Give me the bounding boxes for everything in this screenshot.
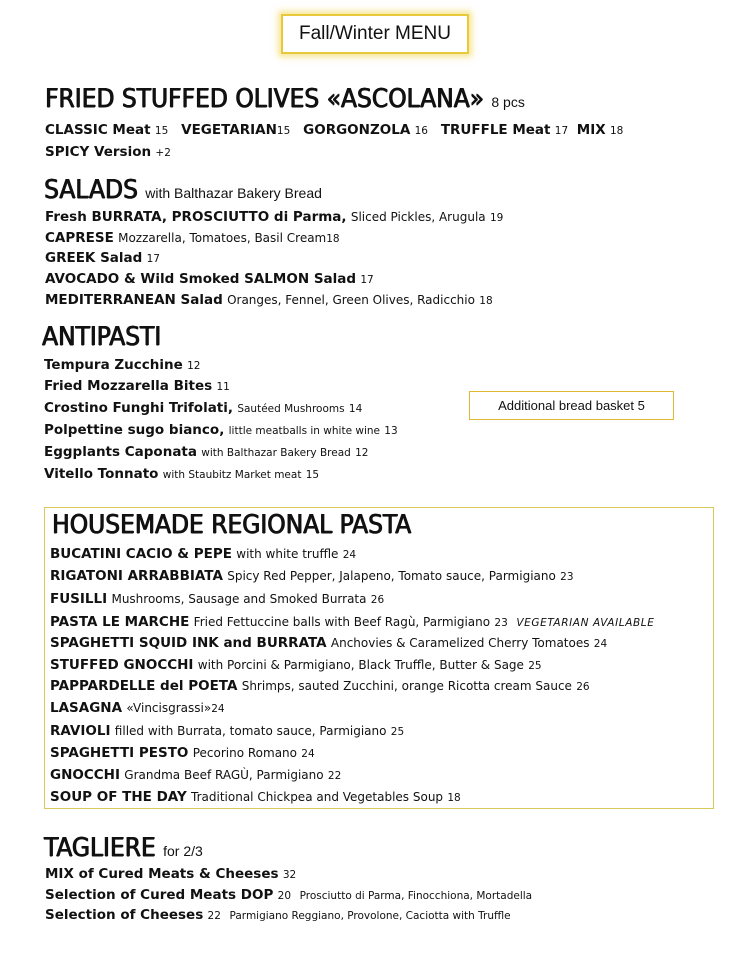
salad-row bbox=[45, 292, 493, 308]
menu-item-price: 16 bbox=[414, 125, 428, 137]
menu-item-price: 11 bbox=[216, 381, 230, 393]
menu-item-price: 15 bbox=[276, 125, 291, 137]
menu-item-name: Vitello Tonnato bbox=[44, 466, 159, 482]
menu-item-desc: Fried Fettuccine balls with Beef Ragù, Parmigiano bbox=[193, 615, 491, 629]
antipasti-row bbox=[44, 444, 368, 460]
menu-item-desc: Traditional Chickpea and Vegetables Soup bbox=[191, 790, 444, 804]
tagliere-row bbox=[45, 907, 511, 923]
menu-item-desc: Anchovies & Caramelized Cherry Tomatoes bbox=[330, 636, 590, 650]
menu-item-price: 25 bbox=[390, 726, 405, 738]
menu-item-desc: Shrimps, sauted Zucchini, orange Ricotta cream Sauce bbox=[241, 679, 572, 693]
antipasti-heading bbox=[42, 322, 161, 352]
pasta-row bbox=[50, 767, 341, 783]
pasta-row bbox=[50, 678, 590, 694]
menu-item-name: LASAGNA bbox=[50, 700, 123, 716]
menu-item-price: 18 bbox=[609, 125, 624, 137]
salad-row bbox=[45, 209, 503, 225]
menu-item-price: 24 bbox=[301, 748, 315, 760]
menu-item-price: 20 bbox=[277, 890, 292, 902]
menu-item-name: MEDITERRANEAN Salad bbox=[45, 292, 223, 308]
menu-item-name: Tempura Zucchine bbox=[44, 357, 183, 373]
pasta-row bbox=[50, 568, 574, 584]
pasta-row bbox=[50, 745, 315, 761]
menu-item-name: Eggplants Caponata bbox=[44, 444, 197, 460]
menu-item-name: MIX bbox=[576, 122, 606, 138]
menu-item-name: AVOCADO & Wild Smoked SALMON Salad bbox=[45, 271, 357, 287]
menu-item-name: GORGONZOLA bbox=[303, 122, 411, 138]
menu-item-desc: filled with Burrata, tomato sauce, Parmigiano bbox=[114, 724, 387, 738]
menu-item-name: PAPPARDELLE del POETA bbox=[50, 678, 238, 694]
olives-heading bbox=[45, 84, 525, 114]
menu-item-name: CLASSIC Meat bbox=[45, 122, 151, 138]
menu-item-price: 15 bbox=[154, 125, 169, 137]
menu-item-name: Polpettine sugo bianco, bbox=[44, 422, 225, 438]
olives-spicy bbox=[45, 144, 171, 160]
menu-title-text: Fall/Winter MENU bbox=[298, 23, 451, 44]
menu-item-name: BUCATINI CACIO & PEPE bbox=[50, 546, 232, 562]
olives-note: 8 pcs bbox=[491, 94, 525, 110]
menu-item-desc: with Staubitz Market meat bbox=[162, 469, 302, 481]
menu-item-price: 18 bbox=[326, 233, 340, 245]
menu-item-desc: Parmigiano Reggiano, Provolone, Caciotta with Truffle bbox=[229, 910, 511, 922]
menu-item-price: 17 bbox=[146, 253, 160, 265]
menu-item-desc: Mozzarella, Tomatoes, Basil Cream bbox=[118, 231, 327, 245]
tagliere-row bbox=[45, 887, 532, 903]
menu-item-price: 22 bbox=[327, 770, 342, 782]
menu-item-desc: Mushrooms, Sausage and Smoked Burrata bbox=[111, 592, 367, 606]
menu-item-name: MIX of Cured Meats & Cheeses bbox=[45, 866, 279, 882]
menu-item-price: 26 bbox=[370, 594, 385, 606]
menu-item-name: Selection of Cured Meats DOP bbox=[45, 887, 274, 903]
menu-item-name: Fried Mozzarella Bites bbox=[44, 378, 213, 394]
menu-item-price: 26 bbox=[576, 681, 590, 693]
pasta-row bbox=[50, 789, 461, 805]
menu-item-name: Crostino Funghi Trifolati, bbox=[44, 400, 234, 416]
pasta-row bbox=[50, 723, 404, 739]
menu-item-price: +2 bbox=[155, 147, 171, 159]
menu-item-name: SPICY Version bbox=[45, 144, 152, 160]
menu-item-price: 23 bbox=[494, 617, 508, 629]
menu-item-desc: Prosciutto di Parma, Finocchiona, Mortadella bbox=[299, 890, 533, 902]
menu-item-name: PASTA LE MARCHE bbox=[50, 614, 190, 630]
menu-item-desc: with Balthazar Bakery Bread bbox=[201, 447, 351, 459]
salad-row bbox=[45, 230, 340, 246]
tagliere-title: TAGLIERE bbox=[44, 833, 156, 863]
pasta-row bbox=[50, 614, 655, 630]
menu-item-desc: Sautéed Mushrooms bbox=[237, 403, 345, 415]
menu-item-desc: little meatballs in white wine bbox=[228, 425, 380, 437]
pasta-row bbox=[50, 546, 356, 562]
pasta-heading bbox=[52, 510, 411, 540]
menu-item-desc: Sliced Pickles, Arugula bbox=[350, 210, 486, 224]
menu-item-name: STUFFED GNOCCHI bbox=[50, 657, 194, 673]
menu-item-name: GNOCCHI bbox=[50, 767, 120, 783]
menu-item-price: 25 bbox=[528, 660, 542, 672]
menu-item-name: VEGETARIAN bbox=[181, 122, 277, 138]
menu-item-price: 12 bbox=[187, 360, 201, 372]
bread-basket-text: Additional bread basket 5 bbox=[498, 398, 645, 413]
pasta-title: HOUSEMADE REGIONAL PASTA bbox=[52, 510, 412, 540]
menu-item-desc: Pecorino Romano bbox=[192, 746, 297, 760]
pasta-row bbox=[50, 700, 225, 716]
menu-item-name: RIGATONI ARRABBIATA bbox=[50, 568, 223, 584]
pasta-row bbox=[50, 657, 542, 673]
menu-item-name: SPAGHETTI PESTO bbox=[50, 745, 189, 761]
menu-item-desc: Grandma Beef RAGÙ, Parmigiano bbox=[124, 768, 324, 782]
antipasti-row bbox=[44, 422, 398, 438]
menu-item-price: 24 bbox=[211, 703, 225, 715]
olives-title: FRIED STUFFED OLIVES «ASCOLANA» bbox=[45, 84, 484, 114]
menu-item-price: 24 bbox=[342, 549, 357, 561]
menu-item-price: 32 bbox=[282, 869, 297, 881]
menu-item-price: 24 bbox=[593, 638, 608, 650]
tagliere-row bbox=[45, 866, 296, 882]
salads-title: SALADS bbox=[44, 175, 138, 205]
menu-item-desc: Oranges, Fennel, Green Olives, Radicchio bbox=[227, 293, 475, 307]
menu-item-price: 18 bbox=[479, 295, 493, 307]
menu-item-name: RAVIOLI bbox=[50, 723, 111, 739]
menu-item-price: 13 bbox=[384, 425, 398, 437]
salad-row bbox=[45, 250, 160, 266]
salad-row bbox=[45, 271, 374, 287]
bread-basket-note bbox=[469, 391, 674, 420]
vegetarian-note: VEGETARIAN AVAILABLE bbox=[516, 617, 655, 629]
menu-item-name: SOUP OF THE DAY bbox=[50, 789, 187, 805]
antipasti-row bbox=[44, 400, 362, 416]
menu-item-price: 14 bbox=[348, 403, 363, 415]
salads-note: with Balthazar Bakery Bread bbox=[145, 185, 322, 201]
tagliere-note: for 2/3 bbox=[163, 843, 203, 859]
pasta-row bbox=[50, 635, 607, 651]
menu-item-name: Selection of Cheeses bbox=[45, 907, 204, 923]
menu-item-price: 23 bbox=[560, 571, 574, 583]
menu-item-desc: with white truffle bbox=[236, 547, 339, 561]
menu-item-name: GREEK Salad bbox=[45, 250, 143, 266]
menu-item-desc: with Porcini & Parmigiano, Black Truffle, Butter & Sage bbox=[197, 658, 524, 672]
pasta-row bbox=[50, 591, 384, 607]
menu-title bbox=[281, 14, 469, 54]
menu-item-name: Fresh BURRATA, PROSCIUTTO di Parma, bbox=[45, 209, 347, 225]
menu-item-name: FUSILLI bbox=[50, 591, 108, 607]
menu-item-price: 19 bbox=[489, 212, 504, 224]
menu-item-price: 15 bbox=[305, 469, 320, 481]
olives-row bbox=[45, 122, 623, 138]
antipasti-row bbox=[44, 466, 319, 482]
salads-heading bbox=[44, 175, 322, 205]
antipasti-row bbox=[44, 378, 230, 394]
menu-item-desc: «Vincisgrassi» bbox=[126, 701, 212, 715]
menu-item-price: 22 bbox=[207, 910, 221, 922]
antipasti-row bbox=[44, 357, 200, 373]
tagliere-heading bbox=[44, 833, 203, 863]
menu-item-price: 18 bbox=[447, 792, 461, 804]
menu-item-name: SPAGHETTI SQUID INK and BURRATA bbox=[50, 635, 327, 651]
antipasti-title: ANTIPASTI bbox=[42, 322, 162, 352]
menu-item-price: 12 bbox=[355, 447, 369, 459]
menu-item-price: 17 bbox=[360, 274, 374, 286]
menu-item-price: 17 bbox=[554, 125, 569, 137]
menu-item-name: CAPRESE bbox=[45, 230, 114, 246]
menu-item-name: TRUFFLE Meat bbox=[440, 122, 551, 138]
menu-item-desc: Spicy Red Pepper, Jalapeno, Tomato sauce, Parmigiano bbox=[227, 569, 556, 583]
